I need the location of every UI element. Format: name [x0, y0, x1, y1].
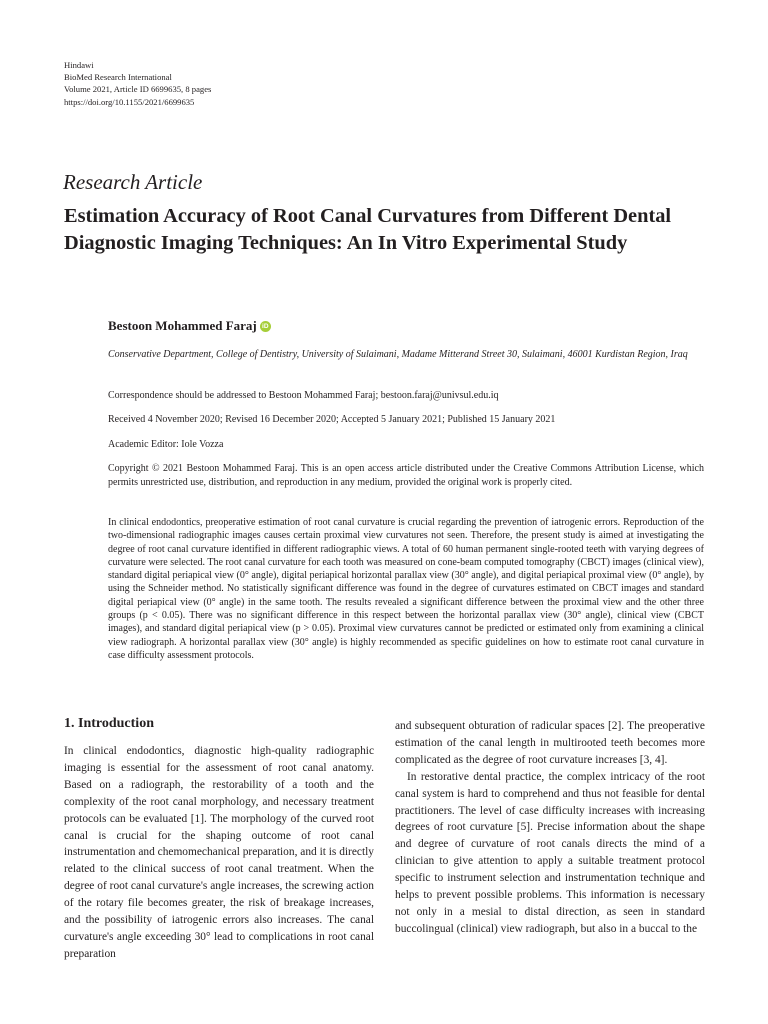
volume-info: Volume 2021, Article ID 6699635, 8 pages	[64, 84, 212, 95]
author-affiliation: Conservative Department, College of Dentistry, University of Sulaimani, Madame Mitterand Street 30, Sulaimani, 46001 Kurdistan Region, Iraq	[108, 349, 688, 360]
doi-link[interactable]: https://doi.org/10.1155/2021/6699635	[64, 96, 195, 107]
article-title: Estimation Accuracy of Root Canal Curvatures from Different Dental Diagnostic Imaging Techniques: An In Vitro Experimental Study	[64, 205, 672, 254]
journal-masthead	[64, 59, 211, 108]
body-column-right	[395, 718, 705, 938]
body-paragraph: In clinical endodontics, diagnostic high-quality radiographic imaging is essential for the assessment of root canal anatomy. Based on a radiograph, the restorability of a tooth and the complexity of the root canal morphology, and necessary treatment protocols can be evaluated [1]. The morphology of the curved root canal is crucial for the shaping outcome of root canal instrumentation and chemomechanical preparation, and it is directly related to the clinical success of root canal treatment. When the degree of root canal curvature's angle increases, the screwing action of the rotary file becomes greater, the risk of breakage increases, and the possibility of iatrogenic errors also increases. The canal curvature's angle exceeding 30° lead to complications in root canal preparation	[64, 745, 374, 960]
orcid-icon[interactable]: iD	[260, 321, 271, 332]
copyright-notice: Copyright © 2021 Bestoon Mohammed Faraj. This is an open access article distributed under the Creative Commons Attribution License, which permits unrestricted use, distribution, and reproduction in any medium, provided the original work is properly cited.	[108, 463, 704, 488]
publisher-name: Hindawi	[64, 60, 94, 70]
journal-name: BioMed Research International	[64, 72, 172, 83]
body-paragraph: In restorative dental practice, the complex intricacy of the root canal system is hard to comprehend and thus not feasible for dental practitioners. The level of case difficulty increases with increasing degrees of root curvature [5]. Precise information about the shape and degree of curvature of root canals directs the mind of a clinician to give attention to apply a suitable treatment protocol specific to instrument selection and instrumentation technique and helps to prevent possible problems. This information is necessary not only in a mesial to distal direction, as seen in standard buccolingual (clinical) view radiograph, but also in a buccal to the	[395, 770, 705, 935]
body-column-left	[64, 743, 374, 963]
academic-editor: Academic Editor: Iole Vozza	[108, 439, 224, 450]
article-type: Research Article	[63, 170, 203, 194]
abstract-text: In clinical endodontics, preoperative estimation of root canal curvature is crucial regarding the prevention of iatrogenic errors. Reproduction of the two-dimensional radiographic images causes certain proximal view curvatures not seen. Therefore, the present study is aimed at investigating the degree of root canal curvature identified in different radiographic views. A total of 60 human permanent single-rooted teeth with varying degrees of curvature were selected. The root canal curvature for each tooth was measured on cone-beam computed tomography (CBCT) images (clinical view), standard digital periapical view (0° angle), digital periapical horizontal parallax view (30° angle), and digital periapical proximal view (0° angle), by using the Schneider method. No statistically significant difference was found in the degree of curvatures estimated on CBCT images and standard digital periapical view (0° angle) in the same tooth. The results revealed a significant difference between the proximal view and the other three groups (p < 0.05). There was no significant difference in this respect between the horizontal parallax view (30° angle), clinical view (CBCT images), and standard digital periapical view (p > 0.05). Proximal view curvatures cannot be predicted or estimated only from examining a clinical view radiograph. A horizontal parallax view (30° angle) is highly recommended as specific guidelines on how to estimate root canal curvature in case difficulty assessment protocols.	[108, 517, 704, 661]
body-paragraph: and subsequent obturation of radicular spaces [2]. The preoperative estimation of the canal length in multirooted teeth becomes more complicated as the degree of root curvature increases [3, 4].	[395, 720, 705, 766]
section-heading-introduction: 1. Introduction	[64, 716, 154, 731]
publication-dates: Received 4 November 2020; Revised 16 December 2020; Accepted 5 January 2021; Published 15 January 2021	[108, 414, 556, 425]
correspondence-note: Correspondence should be addressed to Bestoon Mohammed Faraj; bestoon.faraj@univsul.edu.iq	[108, 390, 499, 401]
author-line	[108, 318, 271, 334]
author-name[interactable]: Bestoon Mohammed Faraj	[108, 318, 257, 333]
